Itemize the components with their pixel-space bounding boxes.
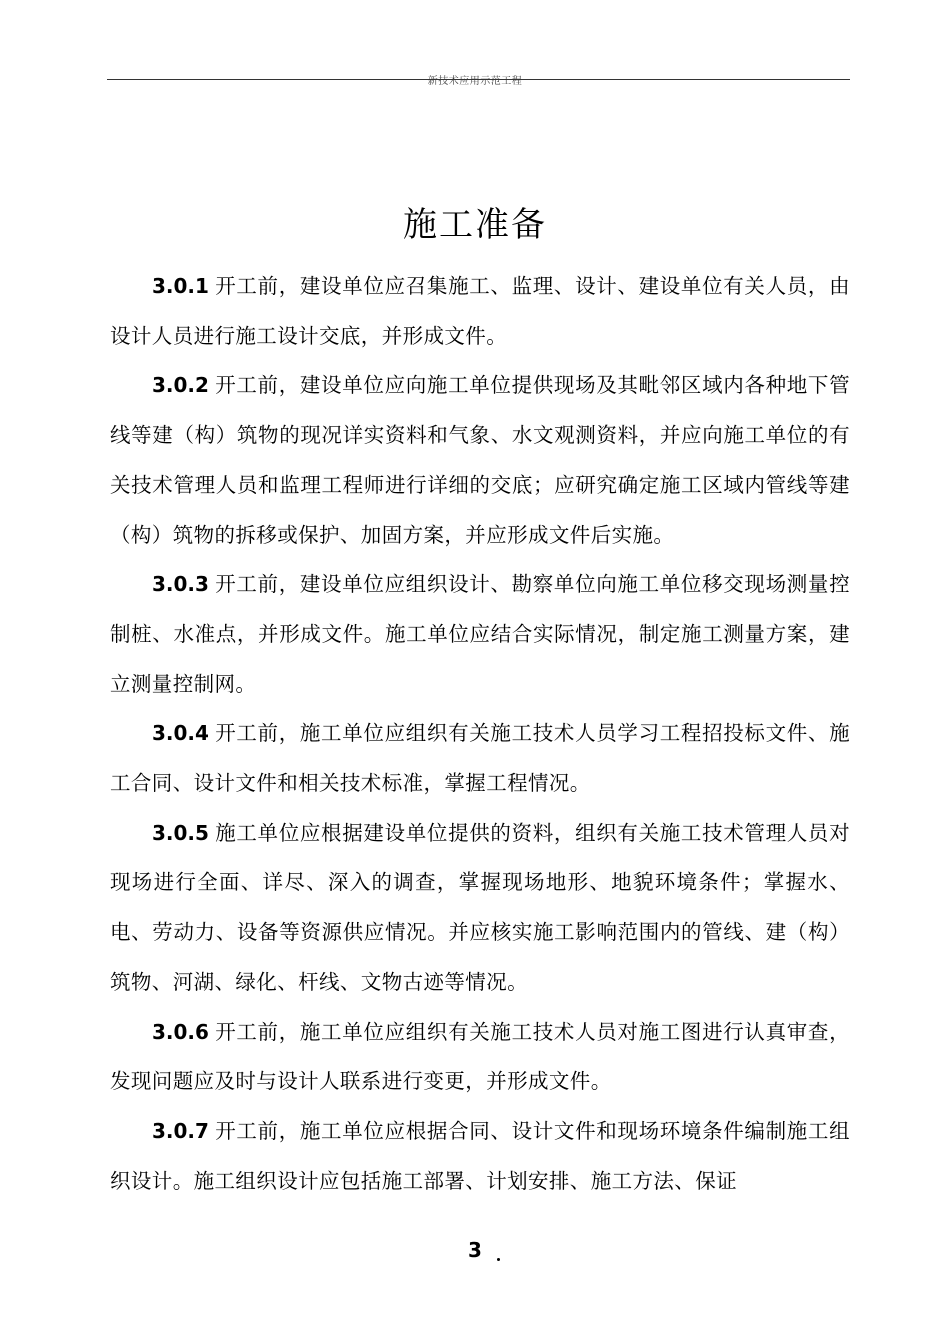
header-rule: [107, 79, 850, 80]
clause-number: 3.0.7: [152, 1118, 209, 1143]
page-number: 3: [468, 1238, 482, 1262]
clause-3-0-7: [110, 1107, 850, 1206]
clause-text: 开工前，建设单位应向施工单位提供现场及其毗邻区域内各种地下管线等建（构）筑物的现况详实资料和气象、水文观测资料，并应向施工单位的有关技术管理人员和监理工程师进行详细的交底；应研究确定施工区域内管线等建（构）筑物的拆移或保护、加固方案，并应形成文件后实施。: [110, 373, 850, 547]
clause-number: 3.0.2: [152, 373, 209, 398]
clause-text: 施工单位应根据建设单位提供的资料，组织有关施工技术管理人员对现场进行全面、详尽、深入的调查，掌握现场地形、地貌环境条件；掌握水、电、劳动力、设备等资源供应情况。并应核实施工影响范围内的管线、建（构）筑物、河湖、绿化、杆线、文物古迹等情况。: [110, 820, 850, 994]
clause-3-0-1: [110, 262, 850, 361]
running-header: 新技术应用示范工程: [427, 76, 523, 87]
clause-number: 3.0.4: [152, 721, 209, 746]
clause-3-0-4: [110, 709, 850, 808]
clause-text: 开工前，施工单位应根据合同、设计文件和现场环境条件编制施工组织设计。施工组织设计应包括施工部署、计划安排、施工方法、保证: [110, 1118, 850, 1193]
body-text: [110, 262, 850, 1206]
clause-3-0-2: [110, 361, 850, 560]
clause-3-0-5: [110, 809, 850, 1008]
clause-3-0-6: [110, 1008, 850, 1107]
clause-number: 3.0.3: [152, 572, 209, 597]
clause-text: 开工前，施工单位应组织有关施工技术人员学习工程招投标文件、施工合同、设计文件和相关技术标准，掌握工程情况。: [110, 721, 850, 796]
clause-text: 开工前，施工单位应组织有关施工技术人员对施工图进行认真审查，发现问题应及时与设计人联系进行变更，并形成文件。: [110, 1019, 850, 1094]
clause-text: 开工前，建设单位应召集施工、监理、设计、建设单位有关人员，由设计人员进行施工设计交底，并形成文件。: [110, 274, 850, 348]
clause-text: 开工前，建设单位应组织设计、勘察单位向施工单位移交现场测量控制桩、水准点，并形成文件。施工单位应结合实际情况，制定施工测量方案，建立测量控制网。: [110, 572, 850, 696]
clause-number: 3.0.5: [152, 820, 209, 845]
clause-number: 3.0.6: [152, 1019, 209, 1044]
section-title: 施工准备: [403, 205, 547, 245]
page-number-dot: [497, 1258, 500, 1261]
clause-number: 3.0.1: [152, 274, 209, 298]
clause-3-0-3: [110, 560, 850, 709]
